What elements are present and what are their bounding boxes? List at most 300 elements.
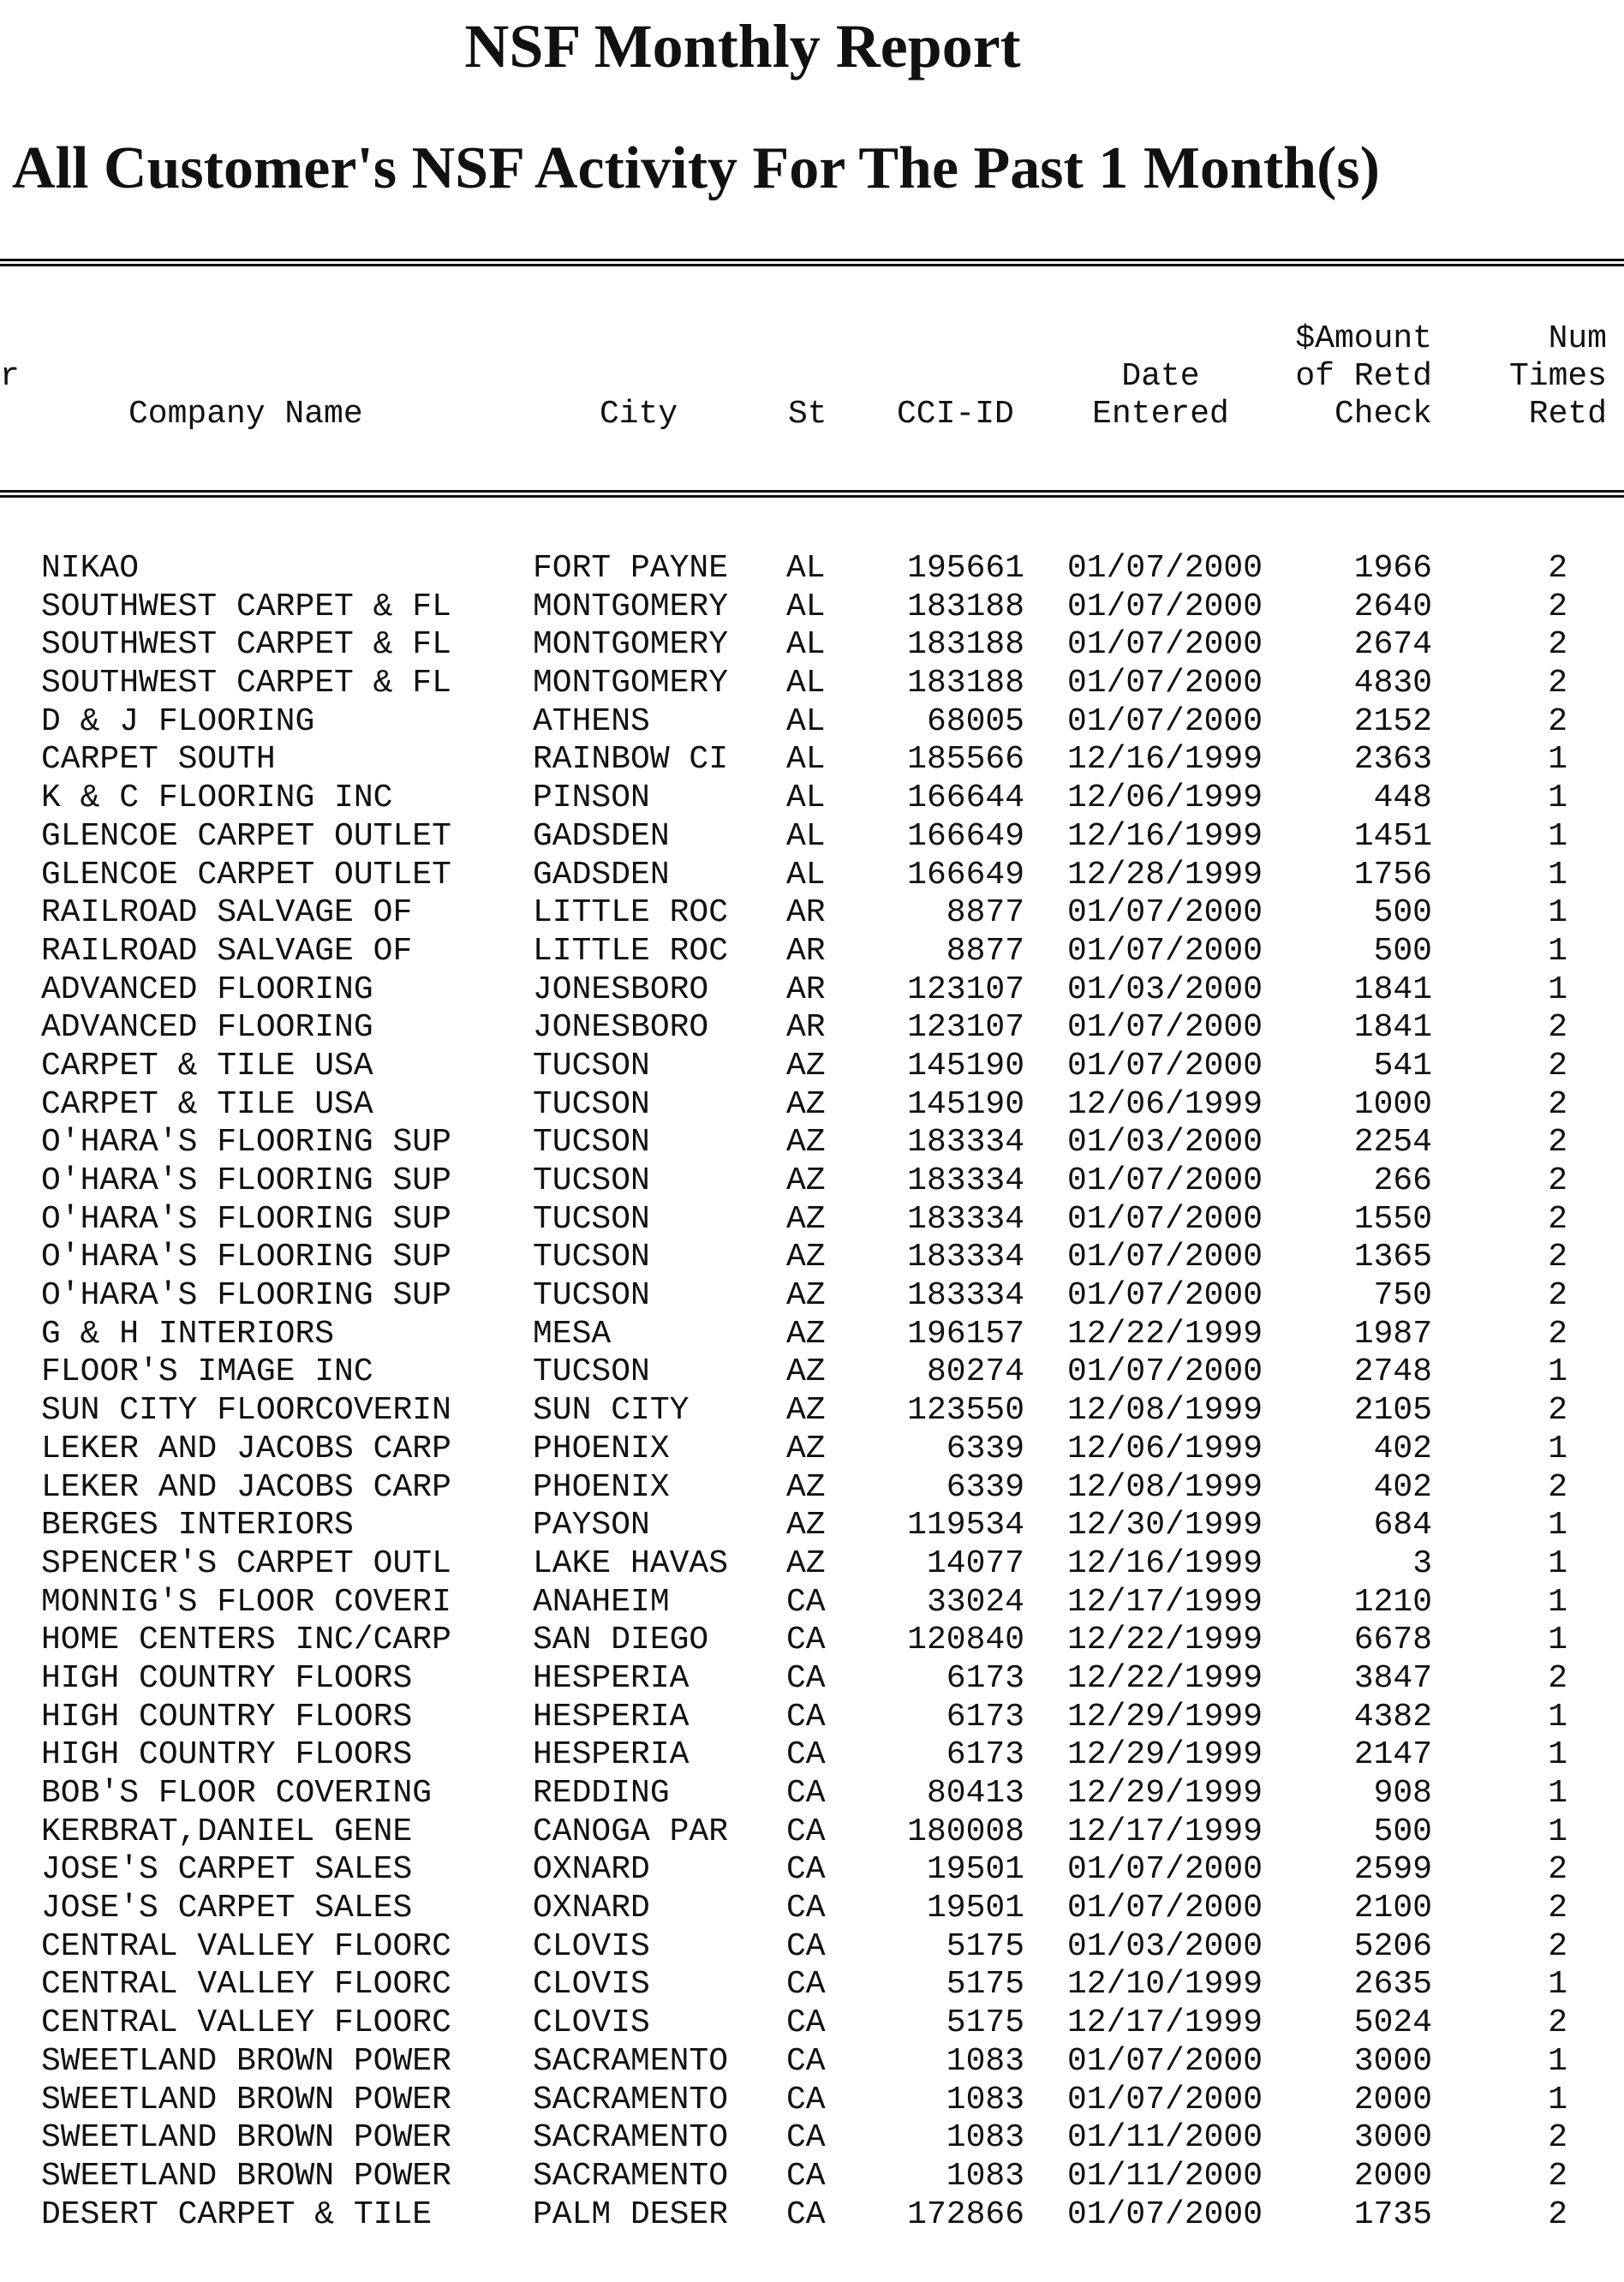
- cci-id-cell: 166644: [907, 780, 1024, 817]
- company-name-cell: CARPET & TILE USA: [41, 1047, 373, 1084]
- company-name-cell: SWEETLAND BROWN POWER: [41, 2081, 451, 2118]
- amount-cell: 1365: [1353, 1239, 1432, 1276]
- column-header-amount-line2: of Retd: [1295, 358, 1432, 395]
- amount-cell: 2599: [1353, 1851, 1432, 1889]
- cci-id-cell: 80413: [926, 1775, 1024, 1812]
- city-cell: HESPERIA: [533, 1736, 690, 1774]
- times-returned-cell: 1: [1548, 1698, 1567, 1735]
- amount-cell: 2147: [1353, 1736, 1432, 1774]
- times-returned-cell: 1: [1548, 741, 1567, 779]
- company-name-cell: SOUTHWEST CARPET & FL: [41, 588, 451, 625]
- cci-id-cell: 6339: [946, 1468, 1024, 1506]
- company-name-cell: JOSE'S CARPET SALES: [41, 1851, 413, 1889]
- state-cell: CA: [786, 2119, 826, 2157]
- state-cell: AZ: [786, 1315, 826, 1353]
- city-cell: JONESBORO: [533, 1009, 709, 1047]
- table-row: [0, 933, 1624, 971]
- times-returned-cell: 2: [1548, 588, 1567, 625]
- times-returned-cell: 1: [1548, 2042, 1567, 2080]
- table-row: [0, 588, 1624, 627]
- amount-cell: 541: [1373, 1047, 1432, 1084]
- state-cell: CA: [786, 1813, 826, 1850]
- table-row: [0, 1469, 1624, 1508]
- company-name-cell: SWEETLAND BROWN POWER: [41, 2042, 451, 2080]
- city-cell: CLOVIS: [533, 1966, 650, 2004]
- amount-cell: 1841: [1353, 1009, 1432, 1047]
- date-entered-cell: 01/07/2000: [1067, 1239, 1263, 1276]
- date-entered-cell: 12/16/1999: [1067, 1544, 1263, 1582]
- table-row: [0, 2004, 1624, 2043]
- amount-cell: 2254: [1353, 1124, 1432, 1162]
- date-entered-cell: 12/17/1999: [1067, 1813, 1263, 1850]
- times-returned-cell: 2: [1548, 1200, 1567, 1238]
- times-returned-cell: 1: [1548, 1353, 1567, 1391]
- table-row: [0, 703, 1624, 742]
- company-name-cell: RAILROAD SALVAGE OF: [41, 932, 413, 970]
- state-cell: AL: [786, 626, 826, 664]
- column-header-date-line2: Entered: [1092, 396, 1229, 433]
- company-name-cell: HIGH COUNTRY FLOORS: [41, 1736, 413, 1774]
- table-row: [0, 1813, 1624, 1852]
- times-returned-cell: 2: [1548, 626, 1567, 664]
- city-cell: PHOENIX: [533, 1468, 670, 1506]
- state-cell: AL: [786, 817, 826, 855]
- times-returned-cell: 2: [1548, 1890, 1567, 1927]
- amount-cell: 6678: [1353, 1622, 1432, 1659]
- times-returned-cell: 1: [1548, 1966, 1567, 2004]
- column-header-st: St: [788, 396, 827, 433]
- company-name-cell: ADVANCED FLOORING: [41, 1009, 373, 1047]
- times-returned-cell: 2: [1548, 1239, 1567, 1276]
- table-row: [0, 1392, 1624, 1431]
- company-name-cell: CENTRAL VALLEY FLOORC: [41, 2004, 451, 2042]
- cci-id-cell: 183334: [907, 1277, 1024, 1315]
- times-returned-cell: 2: [1548, 1468, 1567, 1506]
- company-name-cell: KERBRAT,DANIEL GENE: [41, 1813, 413, 1850]
- city-cell: MONTGOMERY: [533, 665, 729, 702]
- cci-id-cell: 185566: [907, 741, 1024, 779]
- city-cell: GADSDEN: [533, 817, 670, 855]
- cci-id-cell: 183188: [907, 588, 1024, 625]
- cci-id-cell: 5175: [946, 1927, 1024, 1965]
- table-row: [0, 2043, 1624, 2082]
- table-row: [0, 1890, 1624, 1928]
- city-cell: JONESBORO: [533, 971, 709, 1008]
- report-subtitle: All Customer's NSF Activity For The Past 1 Month(s): [12, 135, 1380, 201]
- amount-cell: 908: [1373, 1775, 1432, 1812]
- date-entered-cell: 01/07/2000: [1067, 702, 1263, 740]
- city-cell: CLOVIS: [533, 2004, 650, 2042]
- cci-id-cell: 166649: [907, 817, 1024, 855]
- table-row: [0, 1622, 1624, 1660]
- state-cell: AR: [786, 932, 826, 970]
- state-cell: AR: [786, 971, 826, 1008]
- date-entered-cell: 12/22/1999: [1067, 1659, 1263, 1697]
- date-entered-cell: 01/07/2000: [1067, 1353, 1263, 1391]
- amount-cell: 3: [1412, 1544, 1432, 1582]
- amount-cell: 2640: [1353, 588, 1432, 625]
- cci-id-cell: 183188: [907, 665, 1024, 702]
- header-rule-top-inner: [0, 264, 1624, 266]
- table-row: [0, 2082, 1624, 2120]
- cci-id-cell: 1083: [946, 2157, 1024, 2195]
- amount-cell: 2100: [1353, 1890, 1432, 1927]
- amount-cell: 402: [1373, 1468, 1432, 1506]
- amount-cell: 2748: [1353, 1353, 1432, 1391]
- times-returned-cell: 1: [1548, 780, 1567, 817]
- city-cell: TUCSON: [533, 1047, 650, 1084]
- state-cell: AL: [786, 550, 826, 587]
- date-entered-cell: 01/11/2000: [1067, 2119, 1263, 2157]
- cci-id-cell: 123550: [907, 1392, 1024, 1430]
- cci-id-cell: 183334: [907, 1162, 1024, 1199]
- times-returned-cell: 2: [1548, 1277, 1567, 1315]
- cci-id-cell: 1083: [946, 2081, 1024, 2118]
- times-returned-cell: 1: [1548, 932, 1567, 970]
- state-cell: CA: [786, 1966, 826, 2004]
- times-returned-cell: 1: [1548, 894, 1567, 932]
- table-row: [0, 857, 1624, 895]
- company-name-cell: RAILROAD SALVAGE OF: [41, 894, 413, 932]
- state-cell: CA: [786, 2004, 826, 2042]
- state-cell: AL: [786, 665, 826, 702]
- column-header-num-line2: Times: [1508, 358, 1607, 395]
- date-entered-cell: 01/07/2000: [1067, 665, 1263, 702]
- column-header-date-line1: Date: [1121, 358, 1200, 395]
- state-cell: AZ: [786, 1392, 826, 1430]
- cci-id-cell: 123107: [907, 1009, 1024, 1047]
- table-row: [0, 818, 1624, 857]
- city-cell: PHOENIX: [533, 1430, 670, 1467]
- date-entered-cell: 01/07/2000: [1067, 1047, 1263, 1084]
- company-name-cell: HOME CENTERS INC/CARP: [41, 1622, 451, 1659]
- date-entered-cell: 12/16/1999: [1067, 817, 1263, 855]
- amount-cell: 4382: [1353, 1698, 1432, 1735]
- city-cell: TUCSON: [533, 1085, 650, 1123]
- state-cell: AL: [786, 780, 826, 817]
- amount-cell: 4830: [1353, 665, 1432, 702]
- amount-cell: 1966: [1353, 550, 1432, 587]
- date-entered-cell: 12/17/1999: [1067, 1583, 1263, 1621]
- times-returned-cell: 2: [1548, 702, 1567, 740]
- amount-cell: 1756: [1353, 856, 1432, 893]
- amount-cell: 3000: [1353, 2119, 1432, 2157]
- company-name-cell: MONNIG'S FLOOR COVERI: [41, 1583, 451, 1621]
- city-cell: TUCSON: [533, 1124, 650, 1162]
- state-cell: AZ: [786, 1124, 826, 1162]
- city-cell: SACRAMENTO: [533, 2042, 729, 2080]
- cci-id-cell: 1083: [946, 2119, 1024, 2157]
- amount-cell: 3847: [1353, 1659, 1432, 1697]
- cci-id-cell: 8877: [946, 932, 1024, 970]
- cci-id-cell: 166649: [907, 856, 1024, 893]
- date-entered-cell: 01/07/2000: [1067, 1200, 1263, 1238]
- times-returned-cell: 1: [1548, 1583, 1567, 1621]
- state-cell: AL: [786, 856, 826, 893]
- table-row: [0, 780, 1624, 818]
- date-entered-cell: 01/07/2000: [1067, 894, 1263, 932]
- table-row: [0, 1316, 1624, 1354]
- date-entered-cell: 12/08/1999: [1067, 1468, 1263, 1506]
- cci-id-cell: 19501: [926, 1851, 1024, 1889]
- city-cell: FORT PAYNE: [533, 550, 729, 587]
- company-name-cell: DESERT CARPET & TILE: [41, 2195, 433, 2233]
- cci-id-cell: 196157: [907, 1315, 1024, 1353]
- cci-id-cell: 6339: [946, 1430, 1024, 1467]
- date-entered-cell: 12/29/1999: [1067, 1736, 1263, 1774]
- times-returned-cell: 1: [1548, 856, 1567, 893]
- company-name-cell: SOUTHWEST CARPET & FL: [41, 626, 451, 664]
- table-row: [0, 626, 1624, 665]
- header-rule-bottom: [0, 490, 1624, 493]
- city-cell: REDDING: [533, 1775, 670, 1812]
- cci-id-cell: 33024: [926, 1583, 1024, 1621]
- amount-cell: 500: [1373, 932, 1432, 970]
- date-entered-cell: 01/07/2000: [1067, 626, 1263, 664]
- cci-id-cell: 119534: [907, 1507, 1024, 1544]
- cci-id-cell: 145190: [907, 1047, 1024, 1084]
- amount-cell: 2105: [1353, 1392, 1432, 1430]
- amount-cell: 1735: [1353, 2195, 1432, 2233]
- city-cell: RAINBOW CI: [533, 741, 729, 779]
- table-row: [0, 2119, 1624, 2158]
- times-returned-cell: 2: [1548, 1047, 1567, 1084]
- amount-cell: 1000: [1353, 1085, 1432, 1123]
- state-cell: AZ: [786, 1430, 826, 1467]
- state-cell: AL: [786, 741, 826, 779]
- cci-id-cell: 6173: [946, 1698, 1024, 1735]
- times-returned-cell: 2: [1548, 1085, 1567, 1123]
- state-cell: AR: [786, 1009, 826, 1047]
- amount-cell: 5206: [1353, 1927, 1432, 1965]
- table-row: [0, 1277, 1624, 1316]
- company-name-cell: HIGH COUNTRY FLOORS: [41, 1659, 413, 1697]
- company-name-cell: CENTRAL VALLEY FLOORC: [41, 1927, 451, 1965]
- times-returned-cell: 2: [1548, 1315, 1567, 1353]
- table-row: [0, 894, 1624, 933]
- company-name-cell: LEKER AND JACOBS CARP: [41, 1430, 451, 1467]
- company-name-cell: JOSE'S CARPET SALES: [41, 1890, 413, 1927]
- company-name-cell: O'HARA'S FLOORING SUP: [41, 1200, 451, 1238]
- date-entered-cell: 12/22/1999: [1067, 1315, 1263, 1353]
- date-entered-cell: 12/08/1999: [1067, 1392, 1263, 1430]
- date-entered-cell: 01/07/2000: [1067, 550, 1263, 587]
- city-cell: SACRAMENTO: [533, 2081, 729, 2118]
- company-name-cell: SWEETLAND BROWN POWER: [41, 2157, 451, 2195]
- state-cell: CA: [786, 1775, 826, 1812]
- state-cell: CA: [786, 2195, 826, 2233]
- company-name-cell: GLENCOE CARPET OUTLET: [41, 817, 451, 855]
- city-cell: TUCSON: [533, 1200, 650, 1238]
- times-returned-cell: 1: [1548, 1430, 1567, 1467]
- date-entered-cell: 01/07/2000: [1067, 1009, 1263, 1047]
- table-row: [0, 1775, 1624, 1813]
- company-name-cell: O'HARA'S FLOORING SUP: [41, 1124, 451, 1162]
- company-name-cell: SWEETLAND BROWN POWER: [41, 2119, 451, 2157]
- state-cell: AZ: [786, 1200, 826, 1238]
- table-row: [0, 1507, 1624, 1545]
- city-cell: TUCSON: [533, 1353, 650, 1391]
- date-entered-cell: 01/03/2000: [1067, 971, 1263, 1008]
- table-row: [0, 1660, 1624, 1699]
- city-cell: TUCSON: [533, 1162, 650, 1199]
- amount-cell: 2000: [1353, 2081, 1432, 2118]
- state-cell: AL: [786, 588, 826, 625]
- date-entered-cell: 12/22/1999: [1067, 1622, 1263, 1659]
- state-cell: CA: [786, 1583, 826, 1621]
- city-cell: SACRAMENTO: [533, 2157, 729, 2195]
- times-returned-cell: 1: [1548, 1813, 1567, 1850]
- state-cell: AZ: [786, 1507, 826, 1544]
- city-cell: SUN CITY: [533, 1392, 690, 1430]
- city-cell: PAYSON: [533, 1507, 650, 1544]
- column-header-num-line1: Num: [1548, 320, 1607, 357]
- city-cell: GADSDEN: [533, 856, 670, 893]
- date-entered-cell: 01/03/2000: [1067, 1927, 1263, 1965]
- city-cell: HESPERIA: [533, 1698, 690, 1735]
- cci-id-cell: 5175: [946, 2004, 1024, 2042]
- times-returned-cell: 2: [1548, 665, 1567, 702]
- times-returned-cell: 2: [1548, 1162, 1567, 1199]
- date-entered-cell: 12/17/1999: [1067, 2004, 1263, 2042]
- date-entered-cell: 12/29/1999: [1067, 1775, 1263, 1812]
- company-name-cell: O'HARA'S FLOORING SUP: [41, 1162, 451, 1199]
- header-rule-top: [0, 259, 1624, 261]
- city-cell: LITTLE ROC: [533, 932, 729, 970]
- report-title: NSF Monthly Report: [464, 12, 1021, 81]
- times-returned-cell: 2: [1548, 1392, 1567, 1430]
- table-row: [0, 1584, 1624, 1622]
- cci-id-cell: 80274: [926, 1353, 1024, 1391]
- times-returned-cell: 2: [1548, 1927, 1567, 1965]
- date-entered-cell: 12/06/1999: [1067, 1430, 1263, 1467]
- table-row: [0, 1201, 1624, 1240]
- state-cell: AZ: [786, 1277, 826, 1315]
- cci-id-cell: 172866: [907, 2195, 1024, 2233]
- city-cell: MONTGOMERY: [533, 588, 729, 625]
- table-row: [0, 550, 1624, 588]
- times-returned-cell: 1: [1548, 817, 1567, 855]
- company-name-cell: G & H INTERIORS: [41, 1315, 335, 1353]
- table-row: [0, 971, 1624, 1010]
- amount-cell: 2635: [1353, 1966, 1432, 2004]
- city-cell: CLOVIS: [533, 1927, 650, 1965]
- company-name-cell: SUN CITY FLOORCOVERIN: [41, 1392, 451, 1430]
- date-entered-cell: 01/07/2000: [1067, 932, 1263, 970]
- company-name-cell: BOB'S FLOOR COVERING: [41, 1775, 433, 1812]
- company-name-cell: LEKER AND JACOBS CARP: [41, 1468, 451, 1506]
- date-entered-cell: 12/06/1999: [1067, 1085, 1263, 1123]
- table-row: [0, 2158, 1624, 2196]
- amount-cell: 3000: [1353, 2042, 1432, 2080]
- city-cell: ATHENS: [533, 702, 650, 740]
- amount-cell: 266: [1373, 1162, 1432, 1199]
- company-name-cell: FLOOR'S IMAGE INC: [41, 1353, 373, 1391]
- column-header-amount-line1: $Amount: [1295, 320, 1432, 357]
- state-cell: AZ: [786, 1047, 826, 1084]
- table-row: [0, 1353, 1624, 1392]
- cci-id-cell: 145190: [907, 1085, 1024, 1123]
- times-returned-cell: 1: [1548, 971, 1567, 1008]
- cci-id-cell: 123107: [907, 971, 1024, 1008]
- company-name-cell: ADVANCED FLOORING: [41, 971, 373, 1008]
- company-name-cell: HIGH COUNTRY FLOORS: [41, 1698, 413, 1735]
- state-cell: AZ: [786, 1468, 826, 1506]
- state-cell: AZ: [786, 1239, 826, 1276]
- amount-cell: 2152: [1353, 702, 1432, 740]
- date-entered-cell: 01/07/2000: [1067, 1162, 1263, 1199]
- date-entered-cell: 12/10/1999: [1067, 1966, 1263, 2004]
- table-row: [0, 2196, 1624, 2235]
- state-cell: AZ: [786, 1085, 826, 1123]
- column-header-city: City: [600, 396, 678, 433]
- city-cell: LAKE HAVAS: [533, 1544, 729, 1582]
- cci-id-cell: 1083: [946, 2042, 1024, 2080]
- times-returned-cell: 2: [1548, 1851, 1567, 1889]
- city-cell: PINSON: [533, 780, 650, 817]
- amount-cell: 402: [1373, 1430, 1432, 1467]
- company-name-cell: SPENCER'S CARPET OUTL: [41, 1544, 451, 1582]
- company-name-cell: NIKAO: [41, 550, 140, 587]
- city-cell: SACRAMENTO: [533, 2119, 729, 2157]
- table-row: [0, 1124, 1624, 1162]
- amount-cell: 750: [1373, 1277, 1432, 1315]
- state-cell: CA: [786, 2157, 826, 2195]
- times-returned-cell: 1: [1548, 1544, 1567, 1582]
- amount-cell: 1210: [1353, 1583, 1432, 1621]
- amount-cell: 500: [1373, 894, 1432, 932]
- table-row: [0, 1699, 1624, 1737]
- city-cell: MESA: [533, 1315, 612, 1353]
- amount-cell: 5024: [1353, 2004, 1432, 2042]
- city-cell: CANOGA PAR: [533, 1813, 729, 1850]
- date-entered-cell: 01/07/2000: [1067, 2042, 1263, 2080]
- cci-id-cell: 183334: [907, 1124, 1024, 1162]
- cci-id-cell: 14077: [926, 1544, 1024, 1582]
- table-row: [0, 1009, 1624, 1048]
- times-returned-cell: 2: [1548, 2004, 1567, 2042]
- date-entered-cell: 12/28/1999: [1067, 856, 1263, 893]
- table-row: [0, 1736, 1624, 1775]
- cci-id-cell: 19501: [926, 1890, 1024, 1927]
- times-returned-cell: 2: [1548, 550, 1567, 587]
- company-name-cell: K & C FLOORING INC: [41, 780, 393, 817]
- column-header-company: Company Name: [128, 396, 363, 433]
- company-name-cell: CARPET SOUTH: [41, 741, 276, 779]
- times-returned-cell: 1: [1548, 1507, 1567, 1544]
- cci-id-cell: 8877: [946, 894, 1024, 932]
- state-cell: CA: [786, 1851, 826, 1889]
- times-returned-cell: 2: [1548, 1009, 1567, 1047]
- table-row: [0, 1966, 1624, 2004]
- state-cell: CA: [786, 1927, 826, 1965]
- company-name-cell: CARPET & TILE USA: [41, 1085, 373, 1123]
- amount-cell: 684: [1373, 1507, 1432, 1544]
- city-cell: LITTLE ROC: [533, 894, 729, 932]
- state-cell: AZ: [786, 1353, 826, 1391]
- times-returned-cell: 2: [1548, 2157, 1567, 2195]
- state-cell: AL: [786, 702, 826, 740]
- table-row: [0, 1928, 1624, 1967]
- date-entered-cell: 01/07/2000: [1067, 2081, 1263, 2118]
- amount-cell: 1841: [1353, 971, 1432, 1008]
- company-name-cell: O'HARA'S FLOORING SUP: [41, 1277, 451, 1315]
- amount-cell: 2363: [1353, 741, 1432, 779]
- city-cell: SAN DIEGO: [533, 1622, 709, 1659]
- company-name-cell: SOUTHWEST CARPET & FL: [41, 665, 451, 702]
- table-row: [0, 1239, 1624, 1277]
- table-row: [0, 1162, 1624, 1201]
